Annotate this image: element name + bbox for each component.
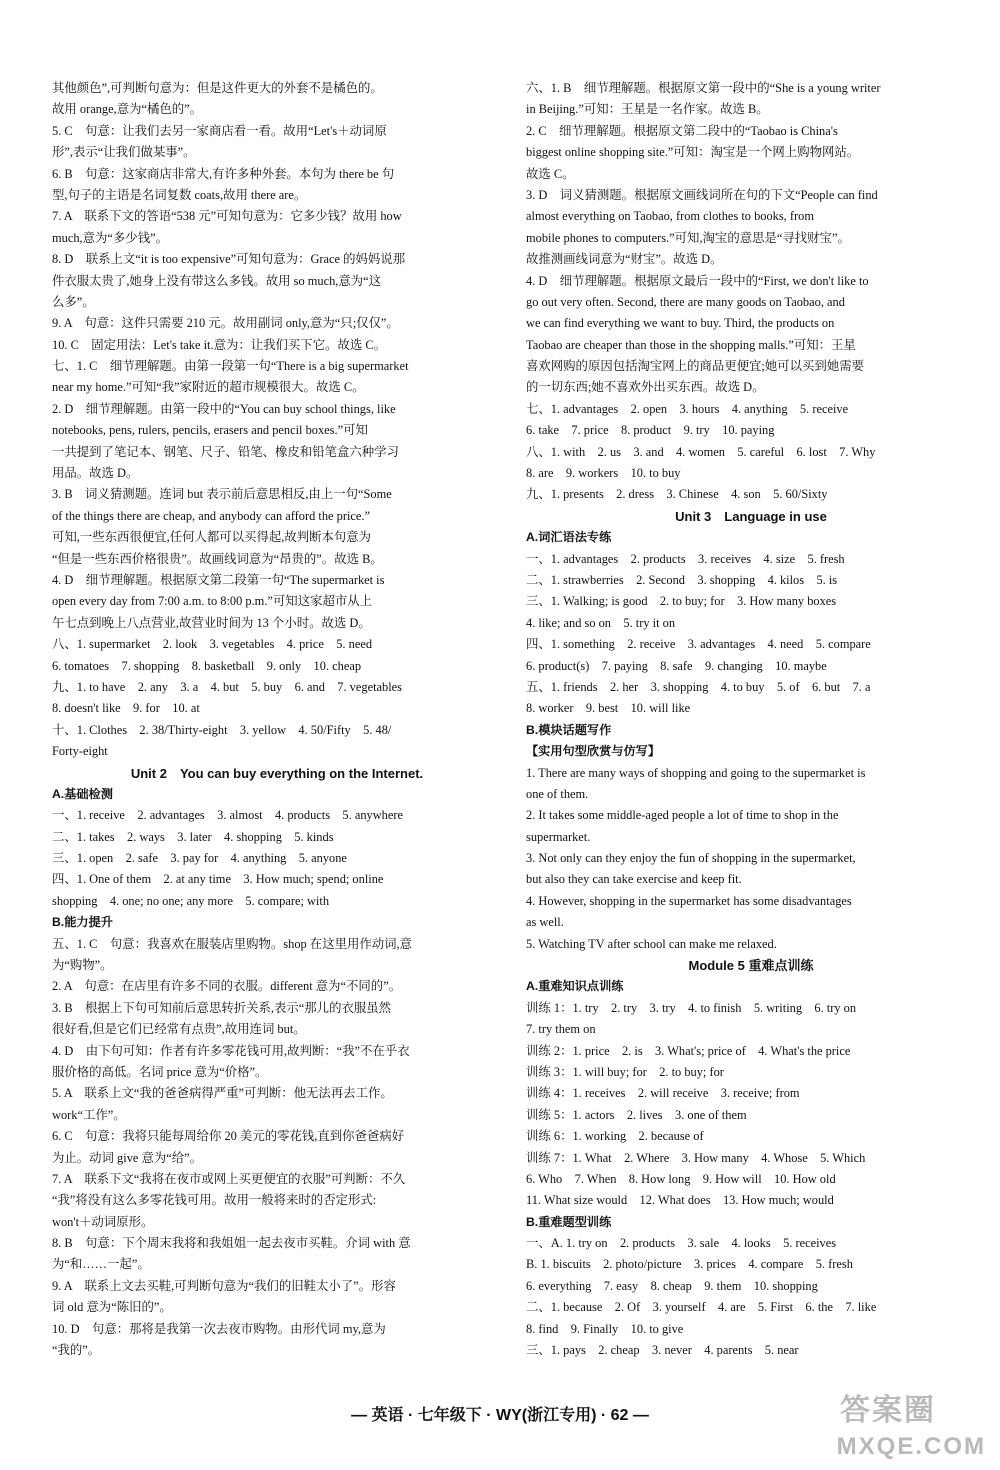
text-line: 3. B 根据上下句可知前后意思转折关系,表示“那儿的衣服虽然 (52, 1000, 392, 1015)
section-heading: B.重难题型训练 (526, 1214, 612, 1229)
text-line: Forty-eight (52, 744, 108, 759)
text-line: 6. C 句意：我将只能每周给你 20 美元的零花钱,直到你爸爸病好 (52, 1129, 405, 1144)
text-line: 词 old 意为“陈旧的”。 (52, 1300, 172, 1315)
text-line: 8. worker 9. best 10. will like (526, 701, 691, 716)
text-line: open every day from 7:00 a.m. to 8:00 p.m.”可知这家超市从上 (52, 594, 373, 609)
text-line: 训练 3：1. will buy; for 2. to buy; for (526, 1064, 724, 1079)
text-line: 2. C 细节理解题。根据原文第二段中的“Taobao is China's (526, 123, 838, 138)
text-line: 八、1. supermarket 2. look 3. vegetables 4. price 5. need (52, 637, 373, 652)
text-line: supermarket. (526, 829, 591, 844)
text-line: 八、1. with 2. us 3. and 4. women 5. careful 6. lost 7. Why (526, 444, 876, 459)
text-line: mobile phones to computers.”可知,淘宝的意思是“寻找财宝”。 (526, 230, 850, 245)
text-line: 五、1. C 句意：我喜欢在服装店里购物。shop 在这里用作动词,意 (52, 936, 413, 951)
text-line: in Beijing.”可知：王星是一名作家。故选 B。 (526, 102, 769, 117)
text-line: “我”将没有这么多零花钱可用。故用一般将来时的否定形式: (52, 1193, 377, 1208)
text-line: 5. C 句意：让我们去另一家商店看一看。故用“Let's＋动词原 (52, 123, 387, 138)
text-line: 二、1. strawberries 2. Second 3. shopping 4. kilos 5. is (526, 572, 838, 587)
text-line: 七、1. C 细节理解题。由第一段第一句“There is a big supermarket (52, 359, 409, 374)
text-line: 可知,一些东西很便宜,任何人都可以买得起,故判断本句意为 (52, 530, 372, 545)
text-line: 三、1. Walking; is good 2. to buy; for 3. How many boxes (526, 594, 837, 609)
text-line: 训练 7：1. What 2. Where 3. How many 4. Whose 5. Which (526, 1150, 866, 1165)
text-line: much,意为“多少钱”。 (52, 230, 168, 245)
text-line: 6. product(s) 7. paying 8. safe 9. changing 10. maybe (526, 658, 827, 673)
text-line: 喜欢网购的原因包括淘宝网上的商品更便宜;她可以买到她需要 (526, 359, 864, 374)
text-line: 6. B 句意：这家商店非常大,有许多种外套。本句为 there be 句 (52, 166, 395, 181)
text-line: 十、1. Clothes 2. 38/Thirty-eight 3. yellow 4. 50/Fifty 5. 48/ (52, 722, 392, 737)
text-line: 午七点到晚上八点营业,故营业时间为 13 个小时。故选 D。 (52, 615, 371, 630)
text-line: 7. try them on (526, 1022, 596, 1037)
text-line: 训练 2：1. price 2. is 3. What's; price of 4. What's the price (526, 1043, 851, 1058)
text-line: go out very often. Second, there are many goods on Taobao, and (526, 294, 845, 309)
text-line: work“工作”。 (52, 1107, 126, 1122)
text-line: 其他颜色”,可判断句意为：但是这件更大的外套不是橘色的。 (52, 81, 383, 95)
text-line: near my home.”可知“我”家附近的超市规模很大。故选 C。 (52, 380, 365, 395)
text-line: 4. However, shopping in the supermarket has some disadvantages (526, 893, 852, 908)
text-line: 8. B 句意：下个周末我将和我姐姐一起去夜市买鞋。介词 with 意 (52, 1236, 411, 1251)
text-line: one of them. (526, 786, 589, 801)
text-line: Taobao are cheaper than those in the shopping malls.”可知：王星 (526, 337, 856, 352)
page-footer: — 英语 · 七年级下 · WY(浙江专用) · 62 — (351, 1407, 649, 1424)
text-line: 么多”。 (52, 294, 95, 309)
text-line: 5. A 联系上文“我的爸爸病得严重”可判断：他无法再去工作。 (52, 1086, 393, 1101)
text-line: 四、1. something 2. receive 3. advantages 4. need 5. compare (526, 637, 871, 652)
text-line: 7. A 联系下文的答语“538 元”可知句意为：它多少钱？故用 how (52, 209, 402, 224)
text-line: almost everything on Taobao, from clothes to books, from (526, 209, 814, 224)
unit-heading: Unit 2 You can buy everything on the Internet. (130, 765, 424, 781)
text-line: 七、1. advantages 2. open 3. hours 4. anything 5. receive (526, 401, 849, 416)
section-heading: A.词汇语法专练 (526, 530, 612, 545)
text-line: 7. A 联系下文“我将在夜市或网上买更便宜的衣服”可判断：不久 (52, 1171, 406, 1186)
text-line: 五、1. friends 2. her 3. shopping 4. to buy 5. of 6. but 7. a (526, 679, 871, 694)
text-line: won't＋动词原形。 (52, 1214, 154, 1229)
unit-heading: Unit 3 Language in use (675, 508, 827, 524)
text-line: 故推测画线词意为“财宝”。故选 D。 (526, 252, 723, 267)
text-line: 11. What size would 12. What does 13. How much; would (526, 1193, 834, 1208)
text-line: 三、1. pays 2. cheap 3. never 4. parents 5. near (526, 1343, 799, 1358)
text-line: 二、1. takes 2. ways 3. later 4. shopping 5. kinds (52, 829, 334, 844)
text-line: 6. Who 7. When 8. How long 9. How will 10. How old (526, 1171, 836, 1186)
text-line: 四、1. One of them 2. at any time 3. How much; spend; online (52, 872, 384, 887)
text-line: 一共提到了笔记本、钢笔、尺子、铅笔、橡皮和铅笔盒六种学习 (52, 444, 399, 459)
text-line: 10. C 固定用法：Let's take it.意为：让我们买下它。故选 C。 (52, 337, 387, 352)
text-line: 9. A 句意：这件只需要 210 元。故用副词 only,意为“只;仅仅”。 (52, 316, 399, 331)
unit-heading: Module 5 重难点训练 (688, 958, 814, 974)
text-line: 件衣服太贵了,她身上没有带这么多钱。故用 so much,意为“这 (52, 273, 382, 288)
text-line: 1. There are many ways of shopping and going to the supermarket is (526, 765, 866, 780)
watermark-text: 答案圈 (840, 1394, 936, 1427)
watermark-url: MXQE.COM (836, 1433, 986, 1460)
text-line: 训练 4：1. receives 2. will receive 3. receive; from (526, 1086, 800, 1101)
section-heading: 【实用句型欣赏与仿写】 (526, 744, 661, 759)
text-line: 形”,表示“让我们做某事”。 (52, 145, 196, 160)
text-line: of the things there are cheap, and anybody can afford the price.” (52, 508, 370, 523)
text-line: 训练 1：1. try 2. try 3. try 4. to finish 5. writing 6. try on (526, 1000, 857, 1015)
text-line: 用品。故选 D。 (52, 466, 139, 481)
text-line: 九、1. to have 2. any 3. a 4. but 5. buy 6. and 7. vegetables (52, 679, 402, 694)
left-column (52, 78, 502, 1361)
text-line: 故用 orange,意为“橘色的”。 (52, 102, 203, 117)
text-line: “但是一些东西价格很贵”。故画线词意为“昂贵的”。故选 B。 (52, 551, 383, 566)
text-line: 3. D 词义猜测题。根据原文画线词所在句的下文“People can find (526, 187, 878, 202)
text-line: 三、1. open 2. safe 3. pay for 4. anything 5. anyone (52, 851, 347, 866)
text-line: “我的”。 (52, 1343, 101, 1358)
text-line: notebooks, pens, rulers, pencils, erasers and pencil boxes.”可知 (52, 423, 368, 438)
text-line: 6. everything 7. easy 8. cheap 9. them 10. shopping (526, 1278, 818, 1293)
text-line: 6. take 7. price 8. product 9. try 10. paying (526, 423, 775, 438)
text-line: 4. D 细节理解题。根据原文第二段第一句“The supermarket is (52, 572, 385, 587)
text-line: 故选 C。 (526, 166, 575, 181)
text-line: 9. A 联系上文去买鞋,可判断句意为“我们的旧鞋太小了”。形容 (52, 1278, 396, 1293)
text-line: 为“购物”。 (52, 958, 113, 973)
text-line: 六、1. B 细节理解题。根据原文第一段中的“She is a young writer (526, 81, 881, 95)
text-line: 一、1. receive 2. advantages 3. almost 4. products 5. anywhere (52, 808, 403, 823)
text-line: 九、1. presents 2. dress 3. Chinese 4. son 5. 60/Sixty (526, 487, 828, 502)
text-line: 3. B 词义猜测题。连词 but 表示前后意思相反,由上一句“Some (52, 487, 392, 502)
section-heading: A.重难知识点训练 (526, 979, 624, 994)
text-line: 8. doesn't like 9. for 10. at (52, 701, 200, 716)
text-line: 的一切东西;她不喜欢外出买东西。故选 D。 (526, 380, 765, 395)
section-heading: B.模块话题写作 (526, 722, 612, 737)
text-line: shopping 4. one; no one; any more 5. compare; with (52, 893, 330, 908)
right-column (526, 78, 976, 1361)
text-line: 为“和……一起”。 (52, 1257, 150, 1272)
text-line: 2. D 细节理解题。由第一段中的“You can buy school things, like (52, 401, 396, 416)
text-line: 训练 5：1. actors 2. lives 3. one of them (526, 1107, 747, 1122)
text-line: 8. D 联系上文“it is too expensive”可知句意为：Grace 的妈妈说那 (52, 252, 406, 267)
text-line: 2. It takes some middle-aged people a lot of time to shop in the (526, 808, 839, 823)
section-heading: A.基础检测 (52, 786, 113, 801)
watermark-logo (790, 1396, 986, 1460)
text-line: 为止。动词 give 意为“给”。 (52, 1150, 203, 1165)
text-line: 4. like; and so on 5. try it on (526, 615, 676, 630)
text-line: 训练 6：1. working 2. because of (526, 1129, 704, 1144)
text-line: 8. are 9. workers 10. to buy (526, 466, 681, 481)
text-line: biggest online shopping site.”可知：淘宝是一个网上购物网站。 (526, 145, 860, 160)
text-line: B. 1. biscuits 2. photo/picture 3. prices 4. compare 5. fresh (526, 1257, 853, 1272)
text-line: 6. tomatoes 7. shopping 8. basketball 9. only 10. cheap (52, 658, 362, 673)
section-heading: B.能力提升 (52, 915, 113, 930)
text-line: 服价格的高低。名词 price 意为“价格”。 (52, 1064, 268, 1079)
text-line: 二、1. because 2. Of 3. yourself 4. are 5. First 6. the 7. like (526, 1300, 877, 1315)
text-line: we can find everything we want to buy. Third, the products on (526, 316, 835, 331)
text-line: 一、1. advantages 2. products 3. receives 4. size 5. fresh (526, 551, 845, 566)
text-line: as well. (526, 915, 564, 930)
text-line: 4. D 细节理解题。根据原文最后一段中的“First, we don't like to (526, 273, 869, 288)
text-line: 一、A. 1. try on 2. products 3. sale 4. looks 5. receives (526, 1236, 837, 1251)
text-line: 3. Not only can they enjoy the fun of shopping in the supermarket, (526, 851, 856, 866)
text-line: 8. find 9. Finally 10. to give (526, 1321, 684, 1336)
text-line: 型,句子的主语是名词复数 coats,故用 there are。 (52, 187, 307, 202)
text-line: 4. D 由下句可知：作者有许多零花钱可用,故判断：“我”不在乎衣 (52, 1043, 410, 1058)
text-line: 10. D 句意：那将是我第一次去夜市购物。由形代词 my,意为 (52, 1321, 386, 1336)
text-line: 5. Watching TV after school can make me relaxed. (526, 936, 777, 951)
text-line: but also they can take exercise and keep fit. (526, 872, 742, 887)
text-line: 2. A 句意：在店里有许多不同的衣服。different 意为“不同的”。 (52, 979, 402, 994)
text-line: 很好看,但是它们已经常有点贵”,故用连词 but。 (52, 1022, 306, 1037)
